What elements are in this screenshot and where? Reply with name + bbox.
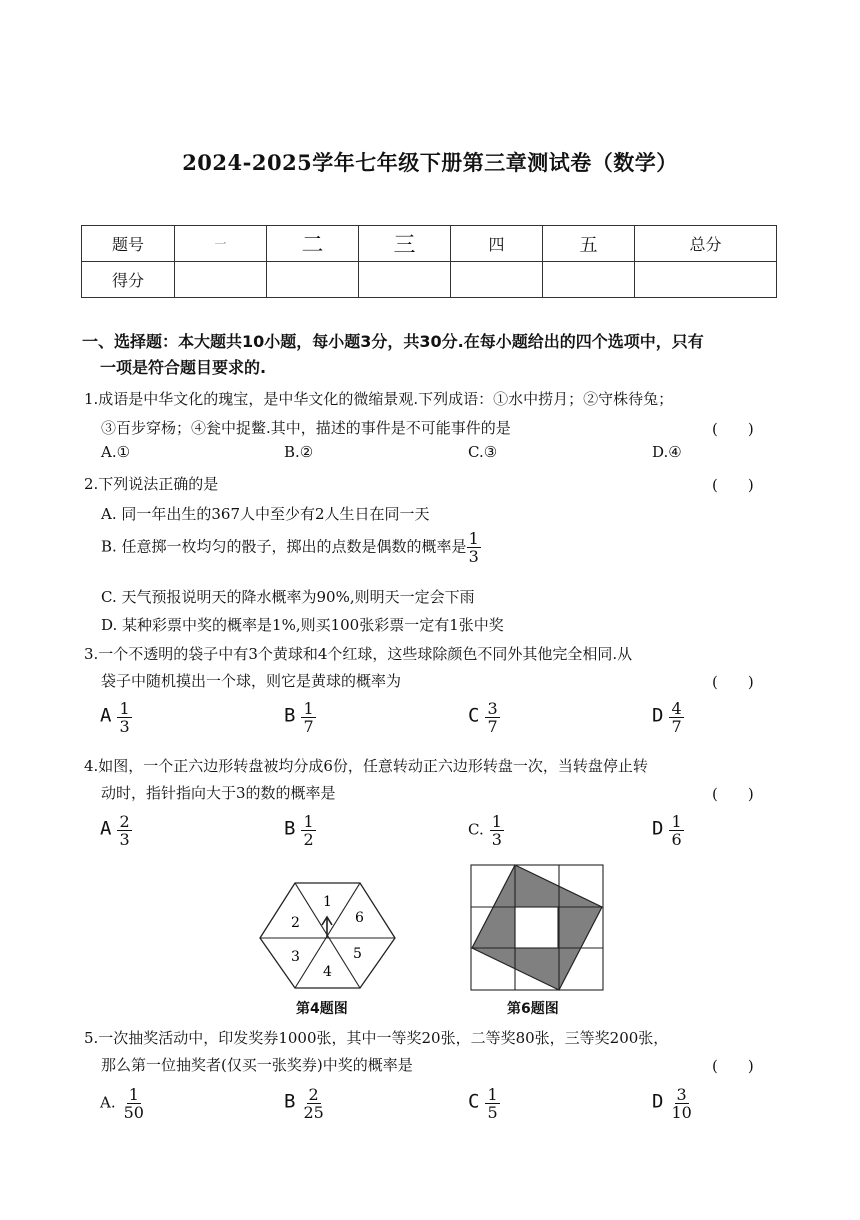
score-table <box>81 225 777 298</box>
section-heading <box>82 329 782 381</box>
q3-line1: 3.一个不透明的袋子中有3个黄球和4个红球，这些球除颜色不同外其他完全相同.从 <box>84 645 633 663</box>
q3-answer-blank[interactable]: ( ) <box>712 673 754 691</box>
q2-answer-blank[interactable]: ( ) <box>712 476 754 494</box>
q5-option-c[interactable]: C $\frac{1}{5}$ <box>468 1085 498 1122</box>
header-cell: 二 <box>267 226 359 262</box>
score-table-score-row <box>82 262 777 298</box>
q4-line1: 4.如图，一个正六边形转盘被均分成6份，任意转动正六边形转盘一次，当转盘停止转 <box>84 757 648 775</box>
score-table-header-row <box>82 226 777 262</box>
score-cell[interactable] <box>451 262 543 298</box>
q5-option-a[interactable]: A. $\frac{1}{50}$ <box>100 1085 144 1122</box>
sector-label-4: 4 <box>323 964 332 980</box>
page-title: 2024-2025学年七年级下册第三章测试卷（数学） <box>182 150 678 175</box>
sector-label-3: 3 <box>291 949 300 965</box>
q1-option-b[interactable]: B.② <box>284 443 314 461</box>
q4-option-a[interactable]: A $\frac{2}{3}$ <box>100 812 130 849</box>
q2-option-b-text: B. 任意掷一枚均匀的骰子，掷出的点数是偶数的概率是 <box>101 537 467 556</box>
q2-option-b-fraction: $\frac{1}{3}$ <box>468 529 479 566</box>
header-cell: 三 <box>359 226 451 262</box>
figure-4-caption: 第4题图 <box>296 1001 348 1017</box>
q3-option-d[interactable]: D $\frac{4}{7}$ <box>652 699 682 736</box>
q3-option-c[interactable]: C $\frac{3}{7}$ <box>468 699 498 736</box>
header-cell: 五 <box>543 226 635 262</box>
section-heading-line2: 一项是符合题目要求的. <box>100 358 267 377</box>
grid-square-figure <box>470 864 605 992</box>
score-cell[interactable] <box>635 262 777 298</box>
q4-option-d[interactable]: D $\frac{1}{6}$ <box>652 812 682 849</box>
figure-6-caption: 第6题图 <box>507 1001 559 1017</box>
q2-option-b[interactable] <box>101 530 481 565</box>
inner-white-square <box>515 907 558 948</box>
header-cell: 总分 <box>635 226 777 262</box>
q1-line2: ③百步穿杨；④瓮中捉鳖.其中，描述的事件是不可能事件的是 <box>101 419 511 437</box>
sector-label-1: 1 <box>323 894 332 910</box>
q1-option-d[interactable]: D.④ <box>652 443 682 461</box>
q5-answer-blank[interactable]: ( ) <box>712 1057 754 1075</box>
header-cell: 一 <box>175 226 267 262</box>
hexagon-spinner-figure <box>255 880 400 990</box>
q1-option-c[interactable]: C.③ <box>468 443 498 461</box>
q5-line2: 那么第一位抽奖者(仅买一张奖券)中奖的概率是 <box>101 1056 413 1074</box>
q1-option-a[interactable]: A.① <box>101 443 131 461</box>
q2-option-a[interactable]: A. 同一年出生的367人中至少有2人生日在同一天 <box>101 505 430 523</box>
score-cell[interactable] <box>267 262 359 298</box>
header-cell: 四 <box>451 226 543 262</box>
row-label: 得分 <box>82 262 175 298</box>
q4-line2: 动时，指针指向大于3的数的概率是 <box>101 784 336 802</box>
q1-line1: 1.成语是中华文化的瑰宝，是中华文化的微缩景观.下列成语：①水中捞月；②守株待兔； <box>84 390 674 408</box>
q3-line2: 袋子中随机摸出一个球，则它是黄球的概率为 <box>101 672 402 690</box>
score-cell[interactable] <box>175 262 267 298</box>
sector-label-6: 6 <box>355 910 364 926</box>
q4-option-b[interactable]: B $\frac{1}{2}$ <box>284 812 314 849</box>
q4-answer-blank[interactable]: ( ) <box>712 785 754 803</box>
q3-option-a[interactable]: A $\frac{1}{3}$ <box>100 699 130 736</box>
q2-stem: 2.下列说法正确的是 <box>84 475 219 493</box>
q5-line1: 5.一次抽奖活动中，印发奖券1000张，其中一等奖20张，二等奖80张，三等奖200张， <box>84 1029 669 1047</box>
section-heading-line1: 一、选择题：本大题共10小题，每小题3分，共30分.在每小题给出的四个选项中，只有 <box>82 332 704 351</box>
sector-label-2: 2 <box>291 915 300 931</box>
q3-option-b[interactable]: B $\frac{1}{7}$ <box>284 699 314 736</box>
score-cell[interactable] <box>359 262 451 298</box>
q5-option-d[interactable]: D $\frac{3}{10}$ <box>652 1085 692 1122</box>
q2-option-c[interactable]: C. 天气预报说明天的降水概率为90%,则明天一定会下雨 <box>101 588 475 606</box>
q1-answer-blank[interactable]: ( ) <box>712 420 754 438</box>
q2-option-d[interactable]: D. 某种彩票中奖的概率是1%,则买100张彩票一定有1张中奖 <box>101 616 504 634</box>
q4-option-c[interactable]: C. $\frac{1}{3}$ <box>468 812 502 849</box>
sector-label-5: 5 <box>353 946 362 962</box>
score-cell[interactable] <box>543 262 635 298</box>
q5-option-b[interactable]: B $\frac{2}{25}$ <box>284 1085 324 1122</box>
header-cell: 题号 <box>82 226 175 262</box>
